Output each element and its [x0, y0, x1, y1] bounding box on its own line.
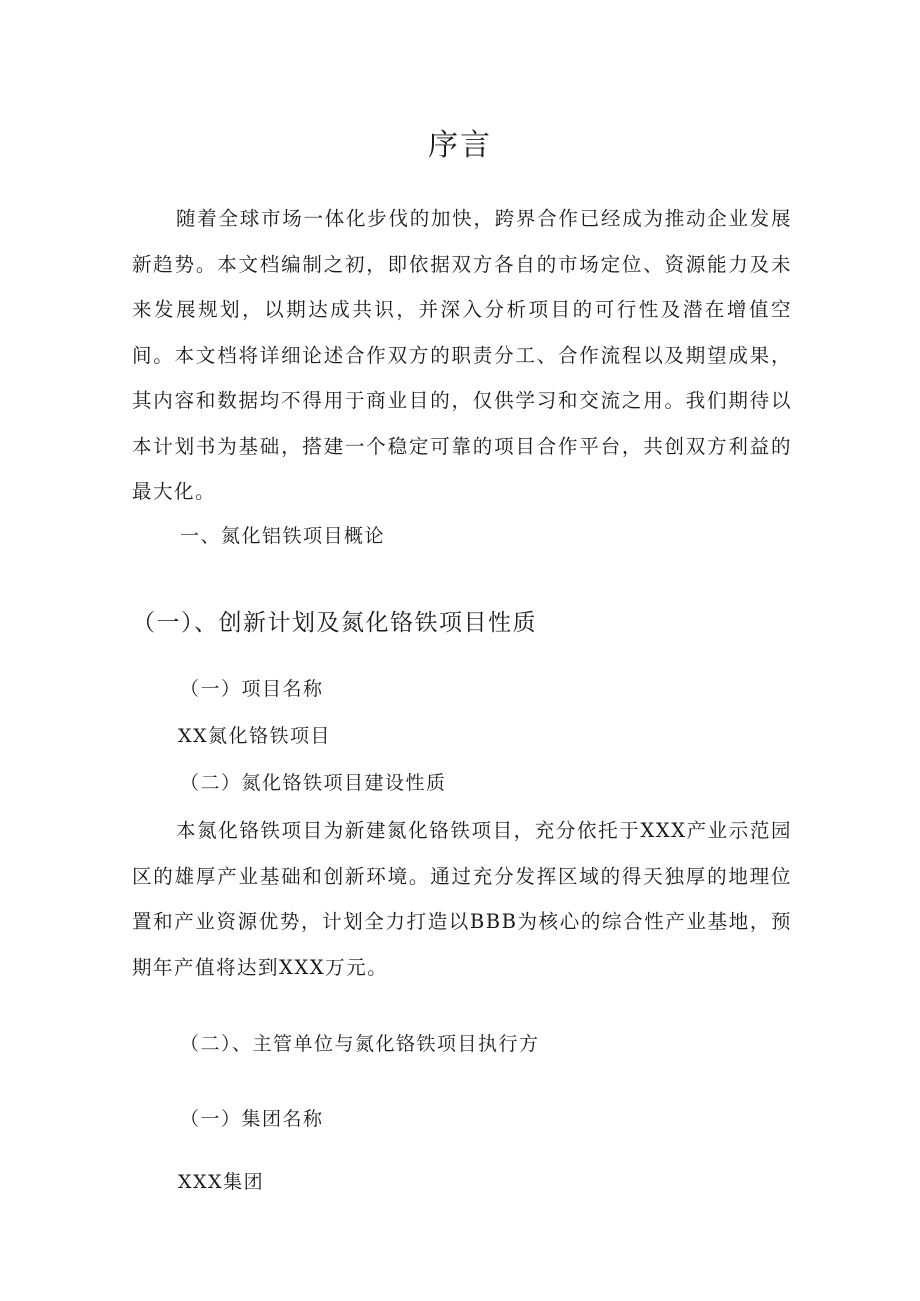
subsection-heading-1: （一）、创新计划及氮化铬铁项目性质 [132, 610, 537, 636]
item-heading-group-name: （一）集团名称 [180, 1108, 324, 1130]
group-name-value: XXX集团 [178, 1171, 265, 1193]
preface-paragraph: 随着全球市场一体化步伐的加快，跨界合作已经成为推动企业发展新趋势。本文档编制之初，即依据双方各自的市场定位、资源能力及未来发展规划，以期达成共识，并深入分析项目的可行性及潜在增值空间。本文档将详细论述合作双方的职责分工、合作流程以及期望成果，其内容和数据均不得用于商业目的，仅供学习和交流之用。我们期待以本计划书为基础，搭建一个稳定可靠的项目合作平台，共创双方利益的最大化。 [132, 207, 792, 503]
construction-nature-paragraph: 本氮化铬铁项目为新建氮化铬铁项目，充分依托于XXX产业示范园区的雄厚产业基础和创新环境。通过充分发挥区域的得天独厚的地理位置和产业资源优势，计划全力打造以BBB为核心的综合性产业基地，预期年产值将达到XXX万元。 [132, 819, 792, 979]
subsection-heading-2: （二）、主管单位与氮化铬铁项目执行方 [180, 1033, 540, 1055]
page-title: 序言 [428, 128, 492, 163]
item-heading-project-name: （一）项目名称 [180, 678, 324, 700]
project-name-value: XX氮化铬铁项目 [178, 725, 332, 747]
item-heading-construction-nature: （二）氮化铬铁项目建设性质 [180, 772, 447, 794]
section-heading: 一、氮化铝铁项目概论 [180, 525, 386, 547]
